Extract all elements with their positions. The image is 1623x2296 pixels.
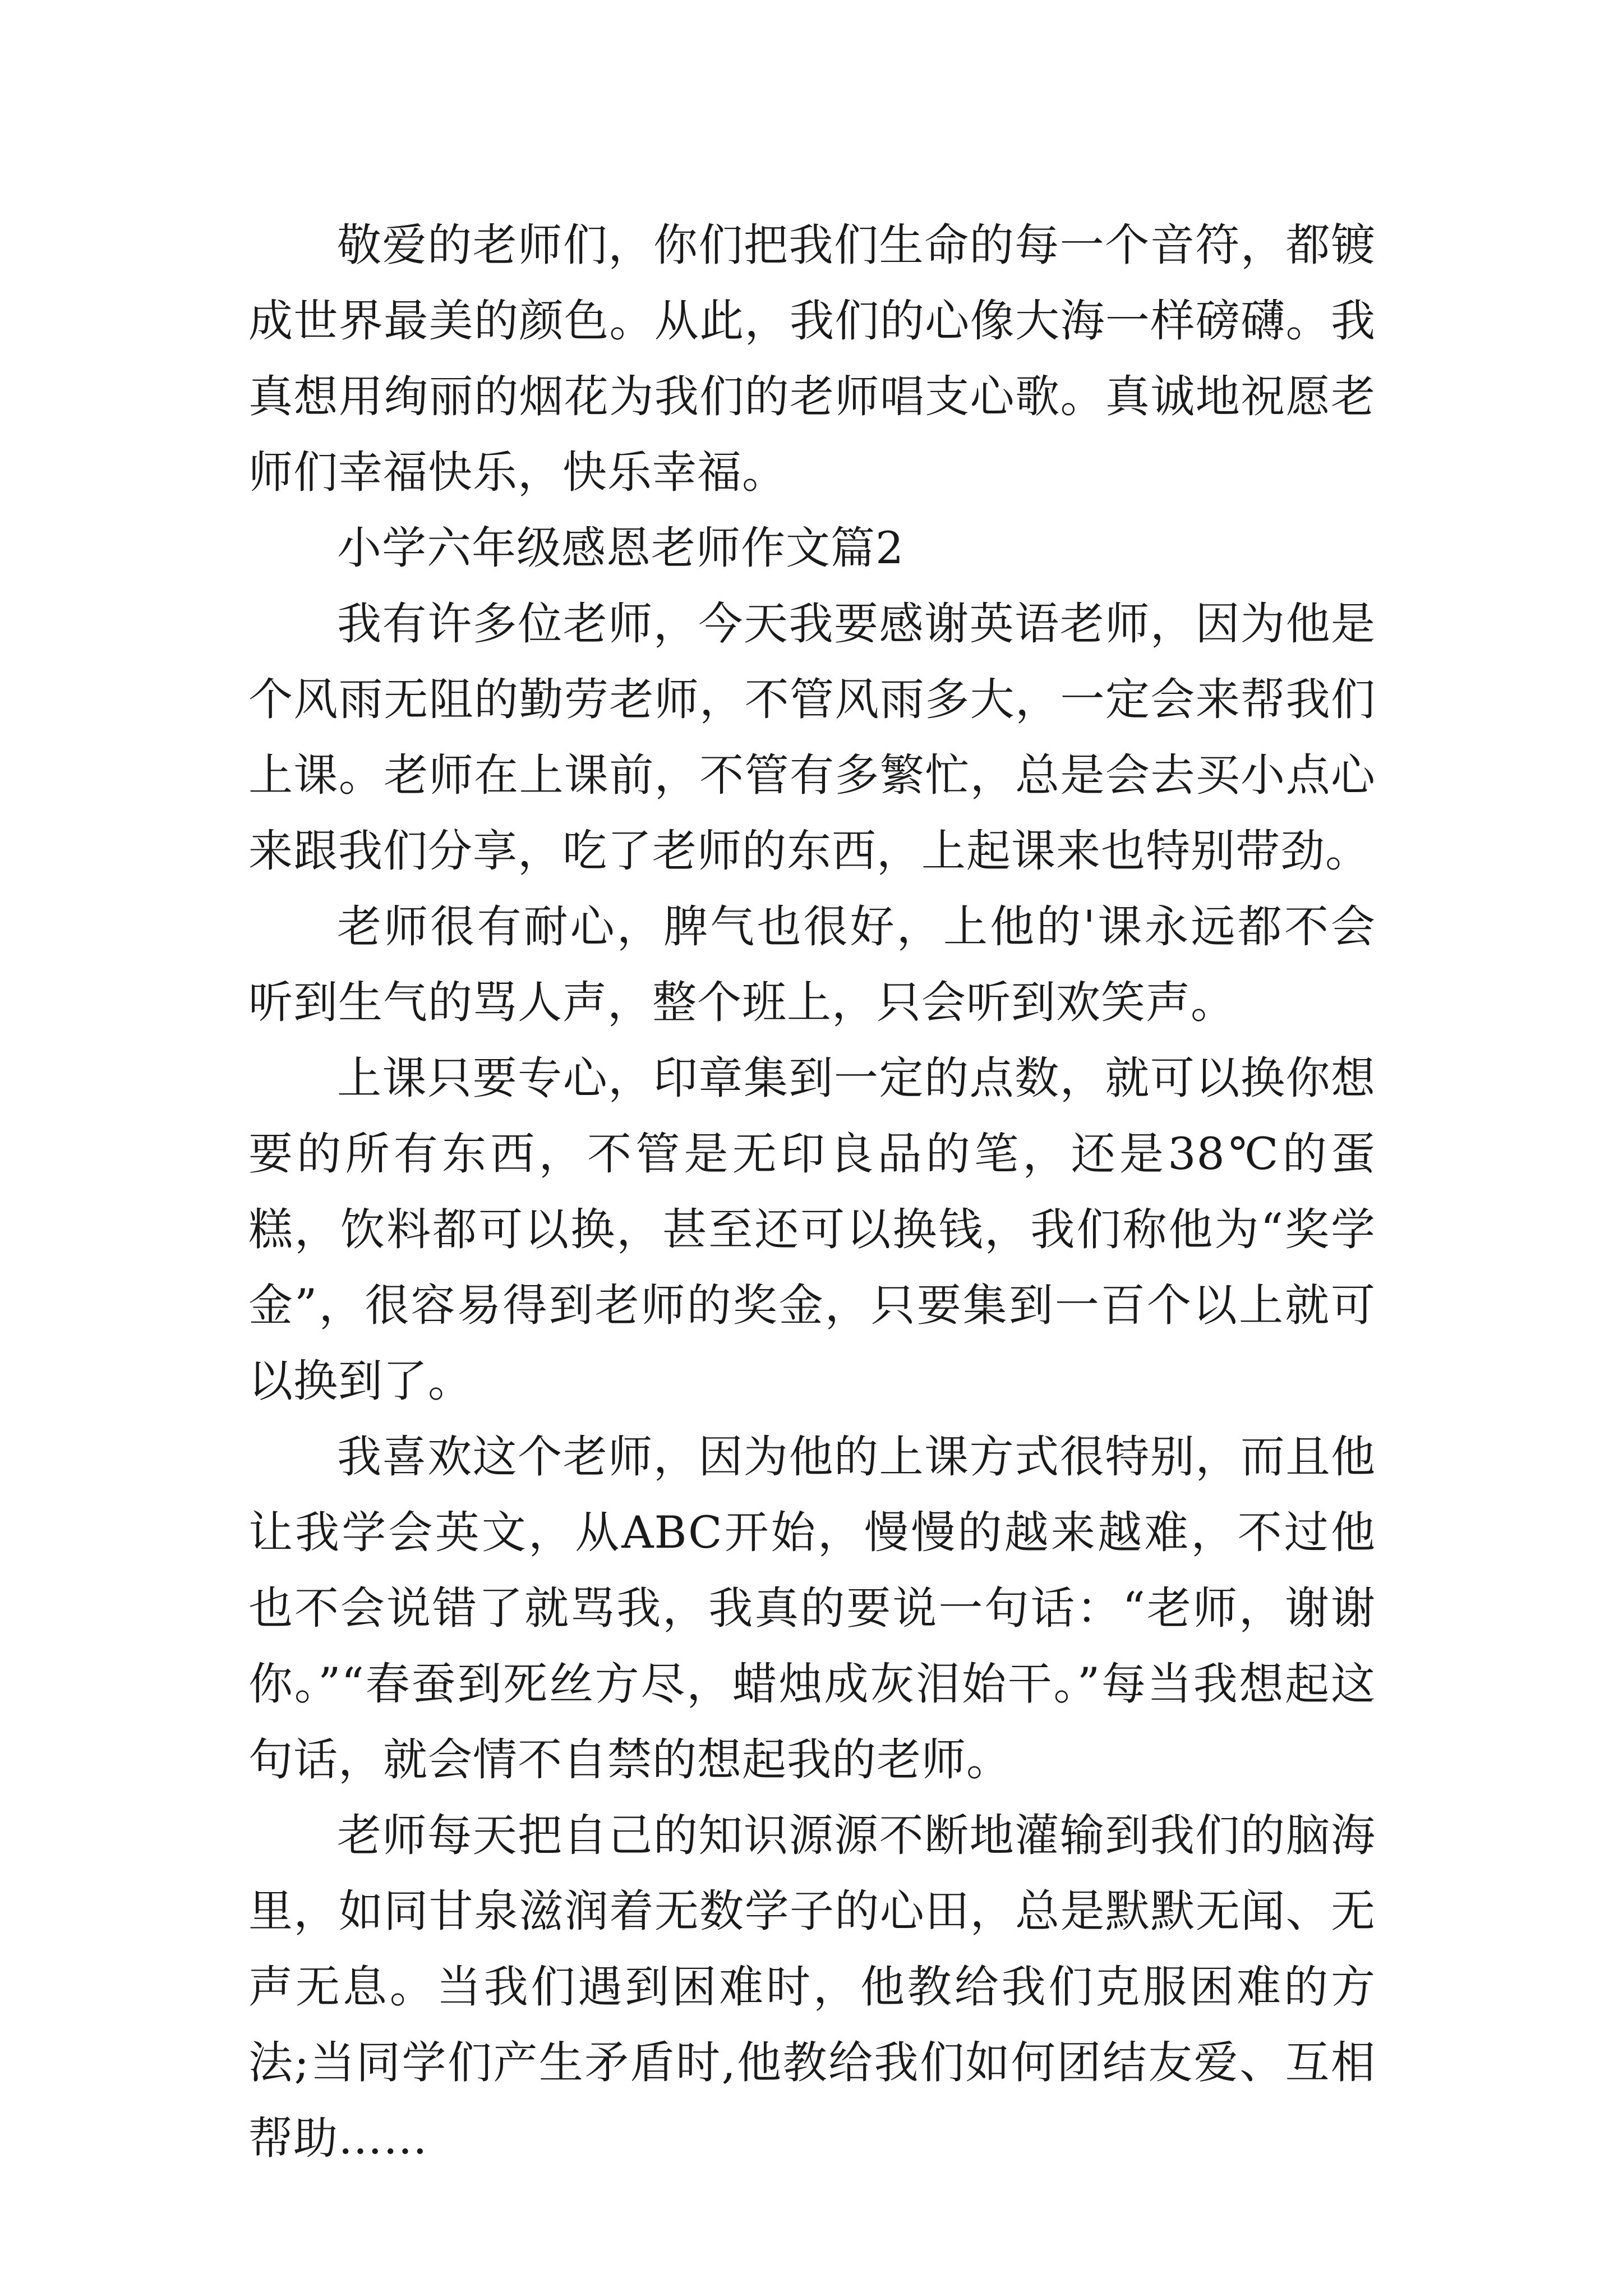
paragraph-patience: 老师很有耐心，脾气也很好，上他的'课永远都不会听到生气的骂人声，整个班上，只会听到欢笑声。 — [248, 901, 1376, 1028]
paragraph-teaching-style: 我喜欢这个老师，因为他的上课方式很特别，而且他让我学会英文，从ABC开始，慢慢的越来越难，不过他也不会说错了就骂我，我真的要说一句话：“老师，谢谢你。”“春蚕到死丝方尽，蜡烛成灰泪始干。”每当我想起这句话，就会情不自禁的想起我的老师。 — [248, 1431, 1376, 1786]
section-heading: 小学六年级感恩老师作文篇2 — [337, 522, 905, 574]
paragraph-blessing: 敬爱的老师们，你们把我们生命的每一个音符，都镀成世界最美的颜色。从此，我们的心像大海一样磅礴。我真想用绚丽的烟花为我们的老师唱支心歌。真诚地祝愿老师们幸福快乐，快乐幸福。 — [248, 219, 1376, 498]
paragraph-english-teacher: 我有许多位老师，今天我要感谢英语老师，因为他是个风雨无阻的勤劳老师，不管风雨多大，一定会来帮我们上课。老师在上课前，不管有多繁忙，总是会去买小点心来跟我们分享，吃了老师的东西，上起课来也特别带劲。 — [248, 598, 1376, 877]
paragraph-knowledge: 老师每天把自己的知识源源不断地灌输到我们的脑海里，如同甘泉滋润着无数学子的心田，总是默默无闻、无声无息。当我们遇到困难时，他教给我们克服困难的方法;当同学们产生矛盾时,他教给我们如何团结友爱、互相帮助…… — [248, 1810, 1376, 2164]
document-body — [248, 208, 1376, 2177]
paragraph-stamps-reward: 上课只要专心，印章集到一定的点数，就可以换你想要的所有东西，不管是无印良品的笔，还是38℃的蛋糕，饮料都可以换，甚至还可以换钱，我们称他为“奖学金”，很容易得到老师的奖金，只要集到一百个以上就可以换到了。 — [248, 1052, 1376, 1407]
